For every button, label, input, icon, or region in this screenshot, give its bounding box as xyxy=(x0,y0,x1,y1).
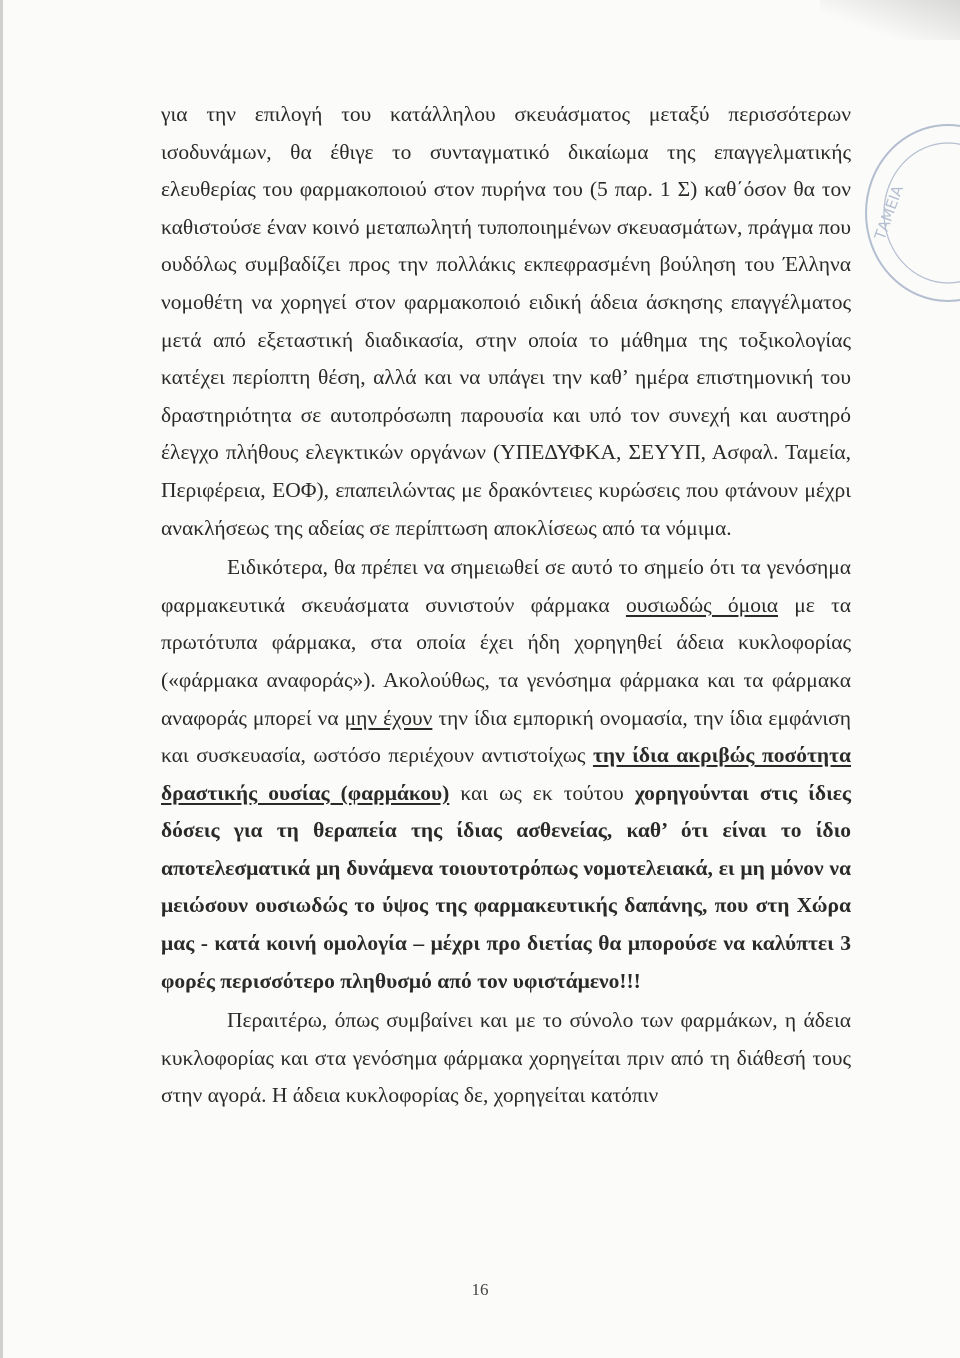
paragraph-2-underlined-2: μην έχουν xyxy=(344,705,433,730)
paragraph-2-bold-underlined: την ίδια ακριβώς ποσότητα δραστικής ουσίας (φαρμάκου) xyxy=(161,743,851,805)
paragraph-2-text-4: και ως εκ τούτου xyxy=(449,780,635,805)
paragraph-2-bold: χορηγούνται στις ίδιες δόσεις για τη θεραπεία της ίδιας ασθενείας, καθ’ ότι είναι το ίδιο αποτελεσματικά μη δυνάμενα τοιουτοτρόπως νομοτελειακά, ει μη μόνον να μειώσουν ουσιωδώς το ύψος της φαρμακευτικής δαπάνης, που στη Χώρα μας - κατά κοινή ομολογία – μέχρι προ διετίας θα μπορούσε να καλύπτει 3 φορές περισσότερο πληθυσμό από τον υφιστάμενο!!! xyxy=(161,780,851,993)
page-number: 16 xyxy=(471,1280,489,1299)
seal-stamp-icon xyxy=(848,118,960,308)
scan-edge xyxy=(0,0,3,1358)
paragraph-2-text-2: με τα πρωτότυπα φάρμακα, στα οποία έχει ήδη χορηγηθεί άδεια κυκλοφορίας («φάρμακα αναφοράς»). Ακολούθως, τα γενόσημα φάρμακα και τα φάρμακα αναφοράς μπορεί να xyxy=(161,592,851,730)
scan-corner-shadow xyxy=(820,0,960,40)
stamp-text: ΤΑΜΕΙΑ xyxy=(870,182,908,243)
body-text xyxy=(161,96,851,1115)
paragraph-2 xyxy=(161,549,851,1000)
paragraph-3: Περαιτέρω, όπως συμβαίνει και με το σύνολο των φαρμάκων, η άδεια κυκλοφορίας και στα γενόσημα φάρμακα χορηγείται πριν από τη διάθεσή τους στην αγορά. Η άδεια κυκλοφορίας δε, χορηγείται κατόπιν xyxy=(161,1008,851,1108)
paragraph-2-text-3: την ίδια εμπορική ονομασία, την ίδια εμφάνιση και συσκευασία, ωστόσο περιέχουν αντιστοίχως xyxy=(161,705,851,768)
paragraph-1: για την επιλογή του κατάλληλου σκευάσματος μεταξύ περισσότερων ισοδυνάμων, θα έθιγε το συνταγματικό δικαίωμα της επαγγελματικής ελευθερίας του φαρμακοποιού στον πυρήνα του (5 παρ. 1 Σ) καθ΄όσον θα τον καθιστούσε έναν κοινό μεταπωλητή τυποποιημένων σκευασμάτων, πράγμα που ουδόλως συμβαδίζει προς την πολλάκις εκπεφρασμένη βούληση του Έλληνα νομοθέτη να χορηγεί στον φαρμακοποιό ειδική άδεια άσκησης επαγγέλματος μετά από εξεταστική διαδικασία, στην οποία το μάθημα της τοξικολογίας κατέχει περίοπτη θέση, αλλά και να υπάγει την καθ’ ημέρα επιστημονική του δραστηριότητα σε αυτοπρόσωπη παρουσία και υπό τον συνεχή και αυστηρό έλεγχο πλήθους ελεγκτικών οργάνων (ΥΠΕΔΥΦΚΑ, ΣΕΥΥΠ, Ασφαλ. Ταμεία, Περιφέρεια, ΕΟΦ), επαπειλώντας με δρακόντειες κυρώσεις που φτάνουν μέχρι ανακλήσεως της αδείας σε περίπτωση αποκλίσεως από τα νόμιμα. xyxy=(161,102,851,540)
paragraph-2-text-1: Ειδικότερα, θα πρέπει να σημειωθεί σε αυτό το σημείο ότι τα γενόσημα φαρμακευτικά σκευάσματα συνιστούν φάρμακα xyxy=(161,555,851,617)
paragraph-2-underlined-1: ουσιωδώς όμοια xyxy=(625,592,778,617)
